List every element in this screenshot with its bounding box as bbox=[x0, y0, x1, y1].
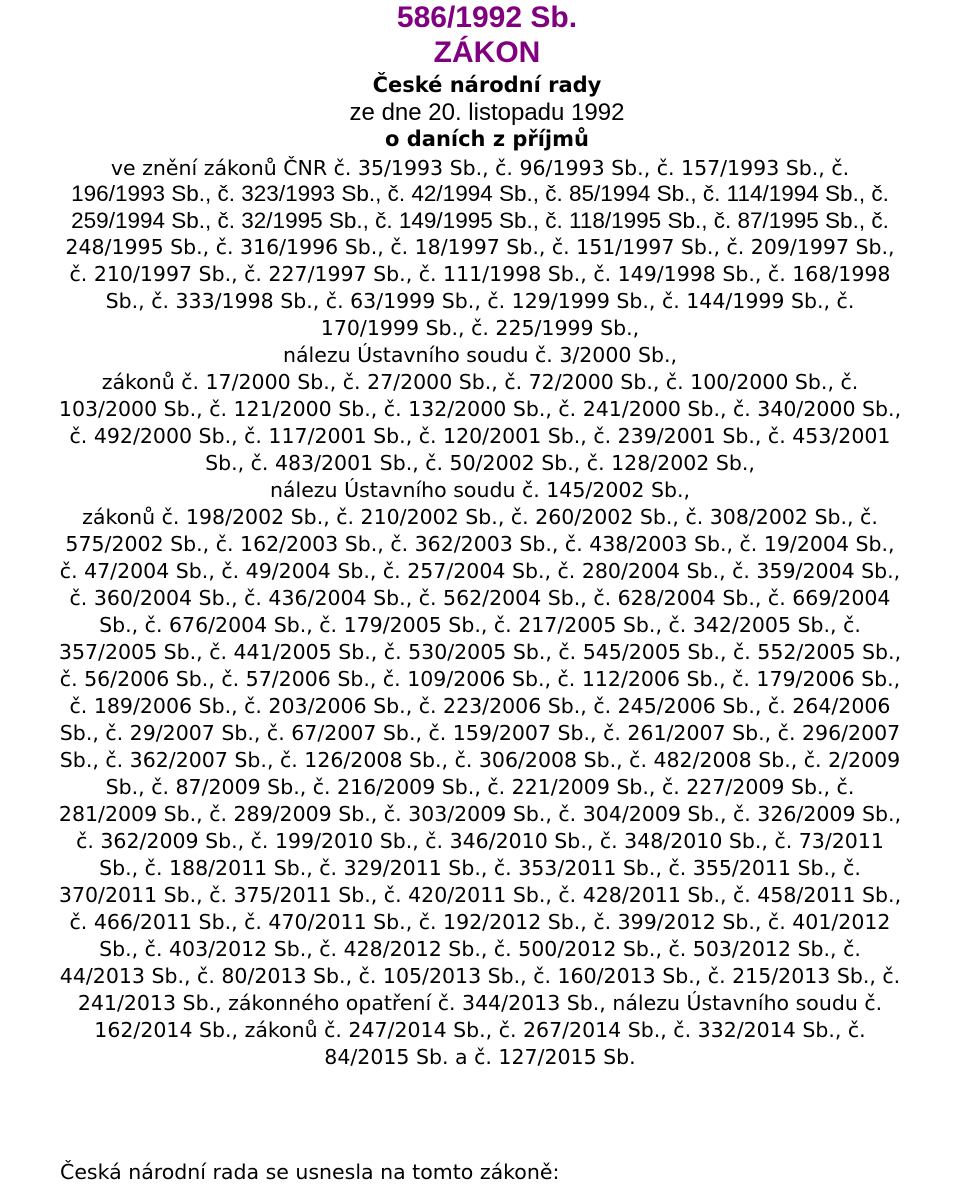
amendment-line: ve znění zákonů ČNR č. 35/1993 Sb., č. 96/1993 Sb., č. 157/1993 Sb., č. bbox=[110, 156, 850, 180]
law-number: 586/1992 Sb. bbox=[396, 1, 578, 34]
amendment-line: 281/2009 Sb., č. 289/2009 Sb., č. 303/2009 Sb., č. 304/2009 Sb., č. 326/2009 Sb., bbox=[58, 802, 902, 826]
amendment-line: 170/1999 Sb., č. 225/1999 Sb., bbox=[320, 316, 640, 340]
amendment-line: zákonů č. 198/2002 Sb., č. 210/2002 Sb., č. 260/2002 Sb., č. 308/2002 Sb., č. bbox=[82, 505, 878, 529]
law-subject: o daních z příjmů bbox=[385, 127, 589, 151]
amendment-line: 370/2011 Sb., č. 375/2011 Sb., č. 420/2011 Sb., č. 428/2011 Sb., č. 458/2011 Sb., bbox=[58, 883, 902, 907]
amendment-line: Sb., č. 483/2001 Sb., č. 50/2002 Sb., č. 128/2002 Sb., bbox=[205, 451, 755, 475]
issue-date: ze dne 20. listopadu 1992 bbox=[349, 99, 625, 126]
amendment-line: 259/1994 Sb., č. 32/1995 Sb., č. 149/1995 Sb., č. 118/1995 Sb., č. 87/1995 Sb., č. bbox=[71, 208, 889, 233]
amendment-line: č. 466/2011 Sb., č. 470/2011 Sb., č. 192/2012 Sb., č. 399/2012 Sb., č. 401/2012 bbox=[69, 910, 891, 934]
amendment-line: nálezu Ústavního soudu č. 145/2002 Sb., bbox=[269, 478, 691, 502]
amendment-line: Sb., č. 362/2007 Sb., č. 126/2008 Sb., č. 306/2008 Sb., č. 482/2008 Sb., č. 2/2009 bbox=[59, 748, 901, 772]
document-header bbox=[0, 0, 960, 152]
amendment-line: Sb., č. 87/2009 Sb., č. 216/2009 Sb., č. 221/2009 Sb., č. 227/2009 Sb., č. bbox=[105, 775, 855, 799]
amendment-line: 575/2002 Sb., č. 162/2003 Sb., č. 362/2003 Sb., č. 438/2003 Sb., č. 19/2004 Sb., bbox=[65, 532, 895, 556]
amendment-line: 84/2015 Sb. a č. 127/2015 Sb. bbox=[324, 1045, 636, 1069]
amendment-line: Sb., č. 676/2004 Sb., č. 179/2005 Sb., č. 217/2005 Sb., č. 342/2005 Sb., č. bbox=[99, 613, 861, 637]
amendment-line: č. 56/2006 Sb., č. 57/2006 Sb., č. 109/2006 Sb., č. 112/2006 Sb., č. 179/2006 Sb., bbox=[59, 667, 901, 691]
issuing-authority: České národní rady bbox=[372, 73, 602, 97]
amendment-line: Sb., č. 29/2007 Sb., č. 67/2007 Sb., č. 159/2007 Sb., č. 261/2007 Sb., č. 296/2007 bbox=[59, 721, 901, 745]
amendment-line: 248/1995 Sb., č. 316/1996 Sb., č. 18/1997 Sb., č. 151/1997 Sb., č. 209/1997 Sb., bbox=[65, 235, 895, 259]
amendment-line: č. 47/2004 Sb., č. 49/2004 Sb., č. 257/2004 Sb., č. 280/2004 Sb., č. 359/2004 Sb., bbox=[59, 559, 901, 583]
amendment-line: 44/2013 Sb., č. 80/2013 Sb., č. 105/2013 Sb., č. 160/2013 Sb., č. 215/2013 Sb., č. bbox=[59, 964, 901, 988]
amendment-line: 357/2005 Sb., č. 441/2005 Sb., č. 530/2005 Sb., č. 545/2005 Sb., č. 552/2005 Sb., bbox=[58, 640, 902, 664]
amendment-line: č. 189/2006 Sb., č. 203/2006 Sb., č. 223/2006 Sb., č. 245/2006 Sb., č. 264/2006 bbox=[69, 694, 891, 718]
law-type: ZÁKON bbox=[433, 36, 541, 69]
amendment-line: č. 362/2009 Sb., č. 199/2010 Sb., č. 346/2010 Sb., č. 348/2010 Sb., č. 73/2011 bbox=[76, 829, 884, 853]
amendment-line: č. 210/1997 Sb., č. 227/1997 Sb., č. 111/1998 Sb., č. 149/1998 Sb., č. 168/1998 bbox=[69, 262, 891, 286]
amendment-line: nálezu Ústavního soudu č. 3/2000 Sb., bbox=[282, 343, 678, 367]
amendment-line: 196/1993 Sb., č. 323/1993 Sb., č. 42/1994 Sb., č. 85/1994 Sb., č. 114/1994 Sb., č. bbox=[71, 181, 889, 206]
amendment-line: č. 360/2004 Sb., č. 436/2004 Sb., č. 562/2004 Sb., č. 628/2004 Sb., č. 669/2004 bbox=[69, 586, 891, 610]
amendment-line: Sb., č. 188/2011 Sb., č. 329/2011 Sb., č. 353/2011 Sb., č. 355/2011 Sb., č. bbox=[99, 856, 861, 880]
amendment-line: 103/2000 Sb., č. 121/2000 Sb., č. 132/2000 Sb., č. 241/2000 Sb., č. 340/2000 Sb., bbox=[58, 397, 902, 421]
enactment-clause: Česká národní rada se usnesla na tomto zákoně: bbox=[60, 1160, 560, 1184]
amendment-line: Sb., č. 403/2012 Sb., č. 428/2012 Sb., č. 500/2012 Sb., č. 503/2012 Sb., č. bbox=[99, 937, 861, 961]
amendment-line: č. 492/2000 Sb., č. 117/2001 Sb., č. 120/2001 Sb., č. 239/2001 Sb., č. 453/2001 bbox=[69, 424, 891, 448]
amendment-line: 162/2014 Sb., zákonů č. 247/2014 Sb., č. 267/2014 Sb., č. 332/2014 Sb., č. bbox=[94, 1018, 866, 1042]
amendment-line: 241/2013 Sb., zákonného opatření č. 344/2013 Sb., nálezu Ústavního soudu č. bbox=[77, 991, 883, 1015]
amendment-line: zákonů č. 17/2000 Sb., č. 27/2000 Sb., č. 72/2000 Sb., č. 100/2000 Sb., č. bbox=[101, 370, 859, 394]
amendment-line: Sb., č. 333/1998 Sb., č. 63/1999 Sb., č. 129/1999 Sb., č. 144/1999 Sb., č. bbox=[105, 289, 855, 313]
